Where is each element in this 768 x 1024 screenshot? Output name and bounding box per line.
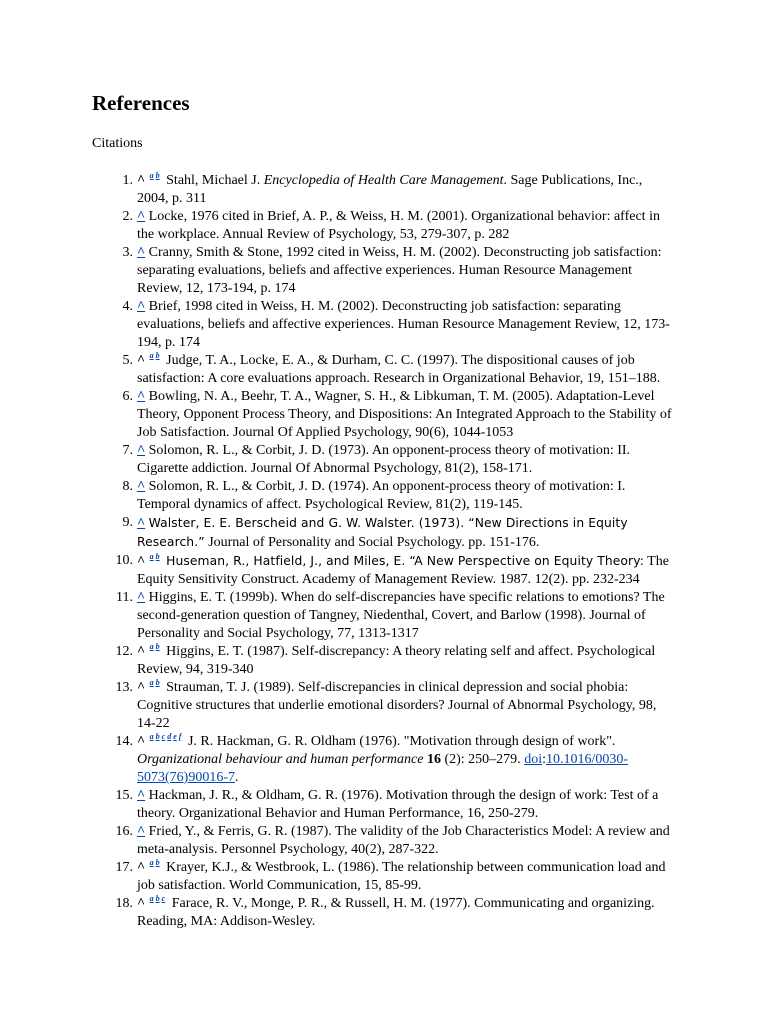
reference-item bbox=[115, 823, 677, 859]
reference-text: Journal of Personality and Social Psychology. pp. 151-176. bbox=[204, 535, 540, 550]
backlink-letter[interactable]: a bbox=[149, 732, 154, 741]
reference-number: 12. bbox=[115, 644, 133, 659]
backlink-group bbox=[150, 643, 162, 651]
backlink-letter[interactable]: b bbox=[155, 678, 160, 687]
backlink-letter[interactable]: a bbox=[149, 171, 154, 180]
reference-text: The Equity Sensitivity Construct. Academy of Management Review. 1987. 12(2). pp. 232-234 bbox=[137, 554, 669, 587]
backlink-letter[interactable]: a bbox=[149, 552, 154, 561]
reference-number: 17. bbox=[115, 860, 133, 875]
page-title: References bbox=[92, 91, 190, 115]
reference-text: Solomon, R. L., & Corbit, J. D. (1974). An opponent-process theory of motivation: I. Temporal dynamics of affect. Psychological Review, 81(2), 119-145. bbox=[137, 479, 626, 512]
reference-number: 15. bbox=[115, 788, 133, 803]
reference-item bbox=[115, 732, 677, 787]
reference-text: Brief, 1998 cited in Weiss, H. M. (2002). Deconstructing job satisfaction: separating evaluations, beliefs and affective experiences. Human Resource Management Review, 12, 173-194, p. 174 bbox=[137, 299, 670, 350]
reference-text: Higgins, E. T. (1999b). When do self-discrepancies have specific relations to emotions? The second-generation question of Tangney, Niedenthal, Covert, and Barlow (1998). Journal of Personality and Social Psychology, 77, 1313-1317 bbox=[137, 590, 665, 641]
reference-item bbox=[122, 208, 677, 244]
reference-number: 6. bbox=[122, 389, 133, 404]
backlink-caret-link[interactable]: ^ bbox=[137, 479, 146, 494]
backlink-caret: ^ bbox=[137, 353, 146, 368]
backlink-caret-link[interactable]: ^ bbox=[137, 824, 146, 839]
reference-text: Huseman, R., Hatfield, J., and Miles, E. “A New Perspective on Equity Theory: bbox=[166, 554, 644, 568]
backlink-letter[interactable]: b bbox=[155, 732, 160, 741]
backlink-letter[interactable]: c bbox=[161, 894, 166, 903]
reference-text: . Sage Publications, Inc., 2004, p. 311 bbox=[137, 173, 643, 206]
reference-text: Encyclopedia of Health Care Management bbox=[263, 173, 504, 188]
backlink-caret-link[interactable]: ^ bbox=[137, 299, 146, 314]
reference-item bbox=[122, 388, 677, 442]
doi-label-link[interactable]: doi bbox=[524, 752, 543, 767]
reference-text: Stahl, Michael J. bbox=[166, 173, 264, 188]
reference-item bbox=[122, 171, 677, 208]
backlink-letter[interactable]: a bbox=[149, 351, 154, 360]
citations-subheading: Citations bbox=[92, 136, 143, 151]
reference-number: 16. bbox=[115, 824, 133, 839]
reference-number: 14. bbox=[115, 734, 133, 749]
reference-item bbox=[122, 442, 677, 478]
backlink-caret: ^ bbox=[137, 734, 146, 749]
backlink-letter[interactable]: a bbox=[149, 858, 154, 867]
reference-item bbox=[115, 894, 677, 931]
reference-text: . bbox=[235, 770, 239, 785]
reference-item bbox=[122, 351, 677, 388]
reference-text: : bbox=[542, 752, 546, 767]
reference-text: Higgins, E. T. (1987). Self-discrepancy: A theory relating self and affect. Psychological Review, 94, 319-340 bbox=[137, 644, 656, 677]
backlink-caret: ^ bbox=[137, 896, 146, 911]
reference-number: 2. bbox=[122, 209, 133, 224]
backlink-caret-link[interactable]: ^ bbox=[137, 788, 146, 803]
reference-text: Organizational behaviour and human performance bbox=[137, 752, 424, 767]
reference-text: Judge, T. A., Locke, E. A., & Durham, C. C. (1997). The dispositional causes of job satisfaction: A core evaluations approach. Research in Organizational Behavior, 19, 151–188. bbox=[137, 353, 661, 386]
reference-item bbox=[115, 858, 677, 895]
backlink-letter[interactable]: c bbox=[161, 732, 166, 741]
backlink-letter[interactable]: a bbox=[149, 678, 154, 687]
backlink-letter[interactable]: b bbox=[155, 351, 160, 360]
backlink-caret-link[interactable]: ^ bbox=[137, 443, 146, 458]
backlink-letter[interactable]: a bbox=[149, 894, 154, 903]
backlink-letter[interactable]: d bbox=[167, 732, 172, 741]
backlink-letter[interactable]: b bbox=[155, 552, 160, 561]
backlink-caret-link[interactable]: ^ bbox=[137, 590, 146, 605]
backlink-group bbox=[150, 859, 162, 867]
reference-text: Locke, 1976 cited in Brief, A. P., & Weiss, H. M. (2001). Organizational behavior: affect in the workplace. Annual Review of Psychology, 53, 279-307, p. 282 bbox=[137, 209, 660, 242]
reference-number: 18. bbox=[115, 896, 133, 911]
reference-text: J. R. Hackman, G. R. Oldham (1976). "Motivation through design of work". bbox=[187, 734, 616, 749]
backlink-caret-link[interactable]: ^ bbox=[137, 516, 146, 531]
backlink-letter[interactable]: e bbox=[173, 732, 177, 741]
backlink-caret-link[interactable]: ^ bbox=[137, 209, 146, 224]
reference-item bbox=[115, 678, 677, 733]
reference-item bbox=[116, 589, 677, 643]
backlink-caret-link[interactable]: ^ bbox=[137, 389, 146, 404]
backlink-group bbox=[150, 172, 162, 180]
backlink-caret: ^ bbox=[137, 644, 146, 659]
reference-text: Hackman, J. R., & Oldham, G. R. (1976). Motivation through the design of work: Test of a theory. Organizational Behavior and Human Performance, 16, 250-279. bbox=[137, 788, 659, 821]
reference-text: Farace, R. V., Monge, P. R., & Russell, H. M. (1977). Communicating and organizing. Reading, MA: Addison-Wesley. bbox=[137, 896, 655, 929]
reference-item bbox=[115, 787, 677, 823]
reference-number: 10. bbox=[115, 553, 133, 568]
reference-text: (2): 250–279. bbox=[440, 752, 525, 767]
reference-text: Cranny, Smith & Stone, 1992 cited in Weiss, H. M. (2002). Deconstructing job satisfaction: separating evaluations, beliefs and affective experiences. Human Resource Management Review, 12, 173-194, p. 174 bbox=[137, 245, 662, 296]
reference-number: 8. bbox=[122, 479, 133, 494]
reference-item bbox=[122, 298, 677, 352]
backlink-caret: ^ bbox=[137, 554, 146, 569]
reference-item bbox=[115, 642, 677, 679]
backlink-letter[interactable]: f bbox=[178, 732, 182, 741]
backlink-caret-link[interactable]: ^ bbox=[137, 245, 146, 260]
reference-text: Bowling, N. A., Beehr, T. A., Wagner, S. H., & Libkuman, T. M. (2005). Adaptation-Level Theory, Opponent Process Theory, and Dispositions: An Integrated Approach to the Stability of Job Satisfaction. Journal Of Applied Psychology, 90(6), 1044-1053 bbox=[137, 389, 672, 440]
reference-text: 16 bbox=[426, 752, 441, 767]
backlink-letter[interactable]: b bbox=[155, 171, 160, 180]
reference-item bbox=[122, 478, 677, 514]
reference-item bbox=[122, 244, 677, 298]
backlink-group bbox=[150, 352, 162, 360]
reference-text: Solomon, R. L., & Corbit, J. D. (1973). An opponent-process theory of motivation: II. Cigarette addiction. Journal Of Abnormal Psychology, 81(2), 158-171. bbox=[137, 443, 631, 476]
reference-item bbox=[122, 514, 677, 552]
reference-text: Strauman, T. J. (1989). Self-discrepancies in clinical depression and social phobia: Cognitive structures that underlie emotional disorders? Journal of Abnormal Psychology, 98, 14-22 bbox=[137, 680, 657, 731]
backlink-caret: ^ bbox=[137, 173, 146, 188]
backlink-group bbox=[150, 733, 184, 741]
reference-text: Krayer, K.J., & Westbrook, L. (1986). The relationship between communication load and job satisfaction. World Communication, 15, 85-99. bbox=[137, 860, 666, 893]
reference-list bbox=[115, 171, 677, 931]
backlink-group bbox=[150, 895, 168, 903]
doi-link[interactable]: 10.1016/0030-5073(76)90016-7 bbox=[137, 752, 629, 785]
reference-number: 13. bbox=[115, 680, 133, 695]
backlink-caret: ^ bbox=[137, 680, 146, 695]
reference-text: Walster, E. E. Berscheid and G. W. Walster. (1973). “New Directions in Equity Research.” bbox=[137, 516, 628, 549]
backlink-letter[interactable]: b bbox=[155, 858, 160, 867]
reference-number: 7. bbox=[122, 443, 133, 458]
reference-number: 3. bbox=[122, 245, 133, 260]
reference-number: 4. bbox=[122, 299, 133, 314]
backlink-caret: ^ bbox=[137, 860, 146, 875]
reference-number: 1. bbox=[122, 173, 133, 188]
reference-number: 11. bbox=[116, 590, 133, 605]
reference-number: 5. bbox=[122, 353, 133, 368]
reference-item bbox=[115, 552, 677, 589]
reference-number: 9. bbox=[122, 515, 133, 530]
backlink-letter[interactable]: b bbox=[155, 894, 160, 903]
backlink-group bbox=[150, 553, 162, 561]
backlink-letter[interactable]: b bbox=[155, 642, 160, 651]
backlink-letter[interactable]: a bbox=[149, 642, 154, 651]
backlink-group bbox=[150, 679, 162, 687]
reference-text: Fried, Y., & Ferris, G. R. (1987). The validity of the Job Characteristics Model: A review and meta-analysis. Personnel Psychology, 40(2), 287-322. bbox=[137, 824, 670, 857]
